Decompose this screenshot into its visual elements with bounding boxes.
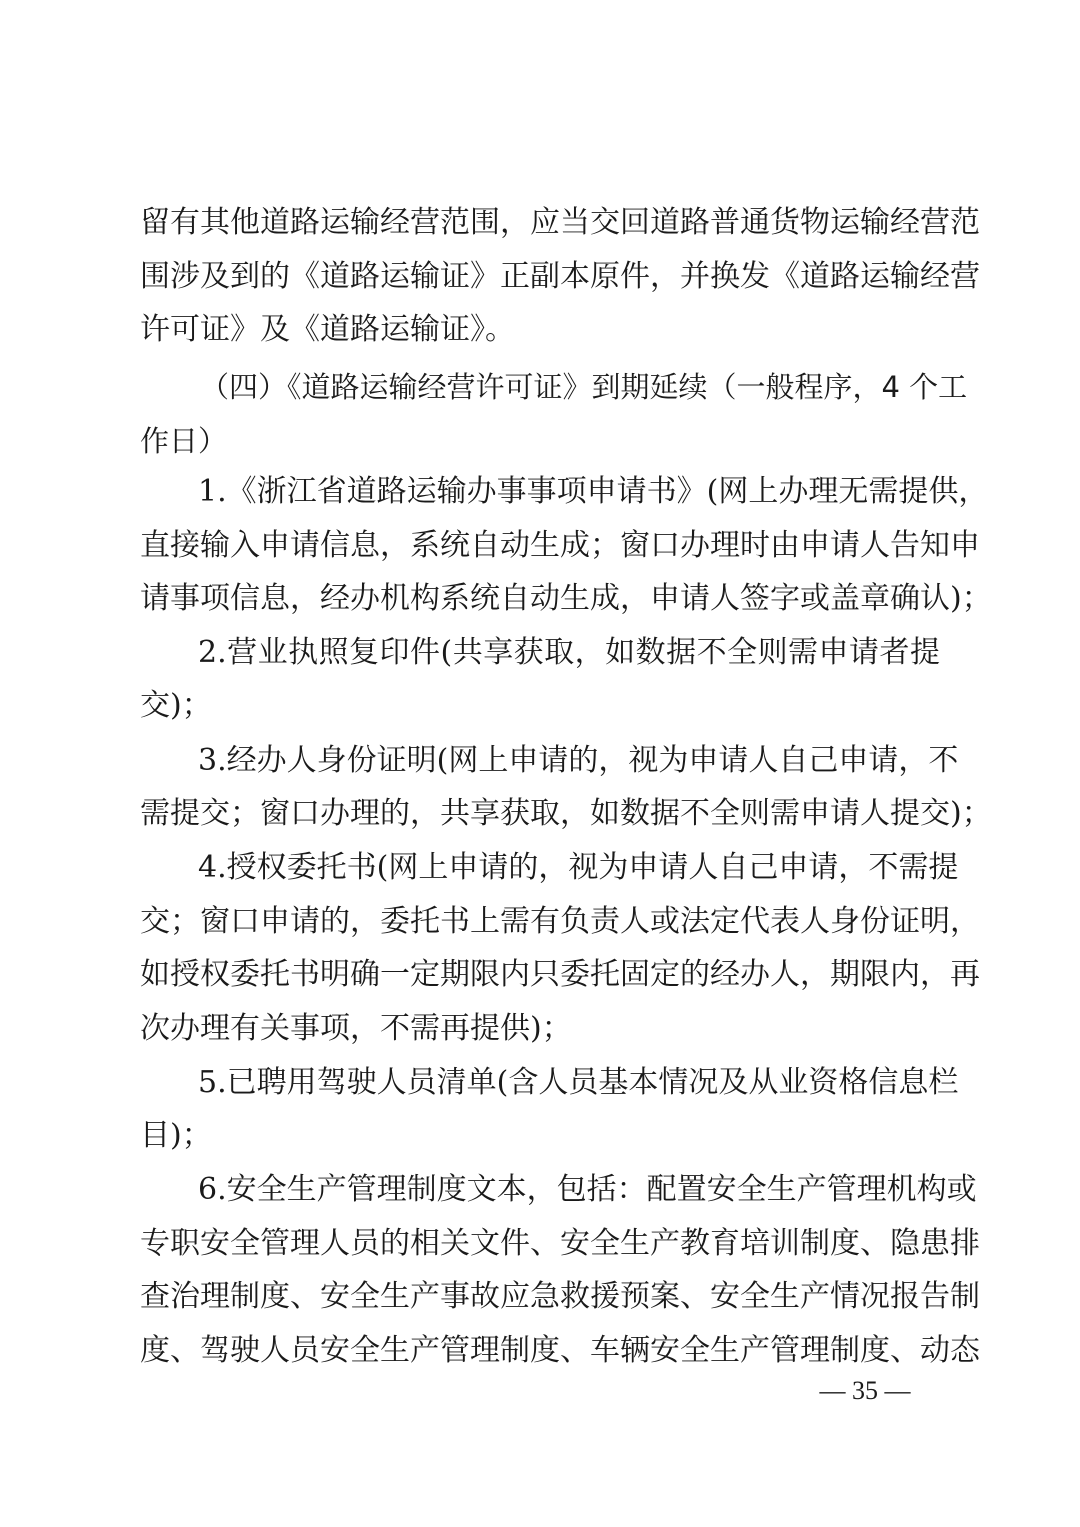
list-item-5-continuation: 目)；: [140, 1118, 212, 1153]
list-item-2-continuation: 交)；: [140, 688, 212, 723]
list-item-3: 3.经办人身份证明(网上申请的，视为申请人自己申请，不: [198, 743, 959, 778]
list-item-4-continuation: 如授权委托书明确一定期限内只委托固定的经办人，期限内，再: [140, 957, 980, 992]
list-item-6-continuation: 度、驾驶人员安全生产管理制度、车辆安全生产管理制度、动态: [140, 1333, 980, 1368]
body-line: 留有其他道路运输经营范围，应当交回道路普通货物运输经营范: [140, 205, 980, 240]
list-item-1-continuation: 请事项信息，经办机构系统自动生成，申请人签字或盖章确认)；: [140, 581, 992, 616]
list-item-6: 6.安全生产管理制度文本，包括：配置安全生产管理机构或: [198, 1172, 977, 1207]
section-heading-continuation: 作日）: [140, 424, 228, 458]
list-item-5: 5.已聘用驾驶人员清单(含人员基本情况及从业资格信息栏: [198, 1065, 959, 1100]
list-item-4-continuation: 次办理有关事项，不需再提供)；: [140, 1011, 572, 1046]
list-item-4-continuation: 交；窗口申请的，委托书上需有负责人或法定代表人身份证明，: [140, 904, 980, 939]
body-line: 围涉及到的《道路运输证》正副本原件，并换发《道路运输经营: [140, 259, 980, 294]
page-number: — 35 —: [819, 1376, 911, 1405]
section-heading: （四）《道路运输经营许可证》到期延续（一般程序，4 个工: [200, 370, 968, 404]
list-item-1: 1.《浙江省道路运输办事事项申请书》(网上办理无需提供，: [198, 474, 989, 509]
list-item-6-continuation: 查治理制度、安全生产事故应急救援预案、安全生产情况报告制: [140, 1279, 980, 1314]
list-item-2: 2.营业执照复印件(共享获取，如数据不全则需申请者提: [198, 635, 940, 670]
list-item-1-continuation: 直接输入申请信息，系统自动生成；窗口办理时由申请人告知申: [140, 528, 980, 563]
body-line: 许可证》及《道路运输证》。: [140, 312, 515, 347]
list-item-3-continuation: 需提交；窗口办理的，共享获取，如数据不全则需申请人提交)；: [140, 796, 992, 831]
list-item-4: 4.授权委托书(网上申请的，视为申请人自己申请，不需提: [198, 850, 959, 885]
list-item-6-continuation: 专职安全管理人员的相关文件、安全生产教育培训制度、隐患排: [140, 1226, 980, 1261]
